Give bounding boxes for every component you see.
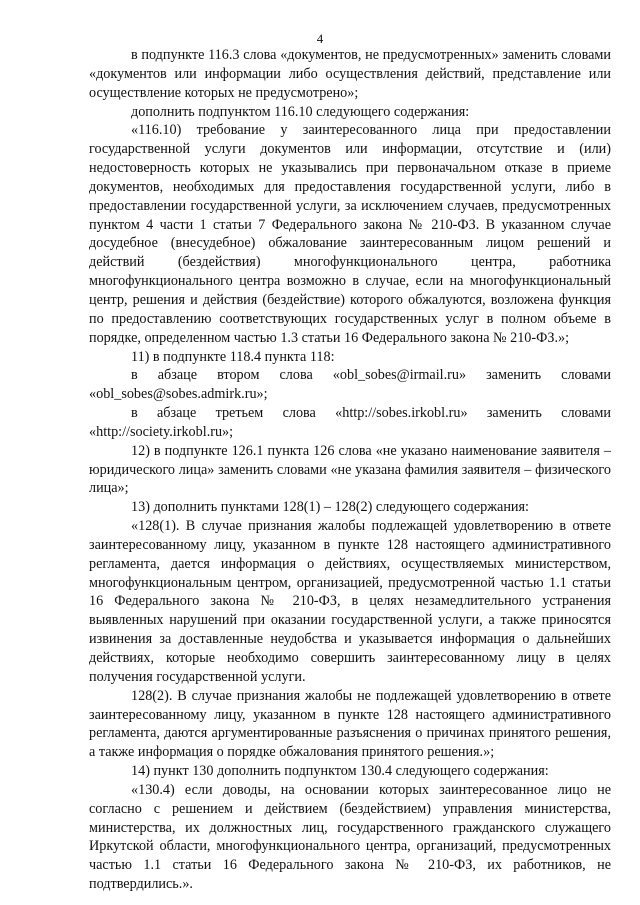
paragraph-128-2: 128(2). В случае признания жалобы не подлежащей удовлетворению в ответе заинтересованному лицу, указанном в пункте 128 настоящего административного регламента, даются аргументированные разъяснения о причинах принятого решения, а также информация о порядке обжалования принятого решения.»; bbox=[89, 687, 611, 761]
page-number: 4 bbox=[316, 31, 324, 46]
paragraph-add-116-10: дополнить подпунктом 116.10 следующего содержания: bbox=[131, 103, 470, 120]
paragraph-item-13: 13) дополнить пунктами 128(1) – 128(2) следующего содержания: bbox=[131, 499, 529, 516]
paragraph-116-10-text: «116.10) требование у заинтересованного лица при предоставлении государственной услуги документов или информации, отсутствие и (или) недостоверность которых не указывались при первоначальном отказе в приеме документов, необходимых для предоставления государственной услуги, либо в предоставлении государственной услуги, за исключением случаев, предусмотренных пунктом 4 части 1 статьи 7 Федерального закона № 210-ФЗ. В указанном случае досудебное (внесудебное) обжалование заинтересованным лицом решений и действий (бездействия) многофункционального центра, работника многофункционального центра возможно в случае, если на многофункциональный центр, решения и действия (бездействие) которого обжалуются, возложена функция по предоставлению соответствующих государственных услуг в полном объеме в порядке, определенном частью 1.3 статьи 16 Федерального закона № 210-ФЗ.»; bbox=[89, 122, 611, 346]
paragraph-116-3: в подпункте 116.3 слова «документов, не предусмотренных» заменить словами «документов или информации либо осуществления действий, представление или осуществление которых не предусмотрено»; bbox=[89, 47, 611, 101]
paragraph-abzac-third: в абзаце третьем слова «http://sobes.irkobl.ru» заменить словами «http://society.irkobl.ru»; bbox=[89, 405, 611, 440]
paragraph-abzac-second: в абзаце втором слова «obl_sobes@irmail.ru» заменить словами «obl_sobes@sobes.admirk.ru»; bbox=[89, 367, 611, 403]
paragraph-130-4: «130.4) если доводы, на основании которых заинтересованное лицо не согласно с решением и действием (бездействием) управления министерства, министерства, их должностных лиц, государственного гражданского служащего Иркутской области, многофункционального центра, организаций, предусмотренных частью 1.1 статьи 16 Федерального закона № 210-ФЗ, их работников, не подтвердились.». bbox=[89, 781, 611, 893]
paragraph-item-12: 12) в подпункте 126.1 пункта 126 слова «не указано наименование заявителя – юридического лица» заменить словами «не указана фамилия заявителя – физического лица»; bbox=[89, 442, 611, 497]
paragraph-item-14: 14) пункт 130 дополнить подпунктом 130.4 следующего содержания: bbox=[131, 763, 549, 780]
paragraph-item-11: 11) в подпункте 118.4 пункта 118: bbox=[131, 348, 335, 365]
document-body bbox=[89, 46, 611, 894]
paragraph-128-1: «128(1). В случае признания жалобы подлежащей удовлетворению в ответе заинтересованному лицу, указанном в пункте 128 настоящего административного регламента, дается информация о действиях, осуществляемых министерством, многофункциональным центром, организацией, предусмотренной частью 1.1 статьи 16 Федерального закона № 210-ФЗ, в целях незамедлительного устранения выявленных нарушений при оказании государственной услуги, а также приносятся извинения за доставленные неудобства и указывается информация о дальнейших действиях, которые необходимо совершить заинтересованному лицу в целях получения государственной услуги. bbox=[89, 518, 611, 685]
